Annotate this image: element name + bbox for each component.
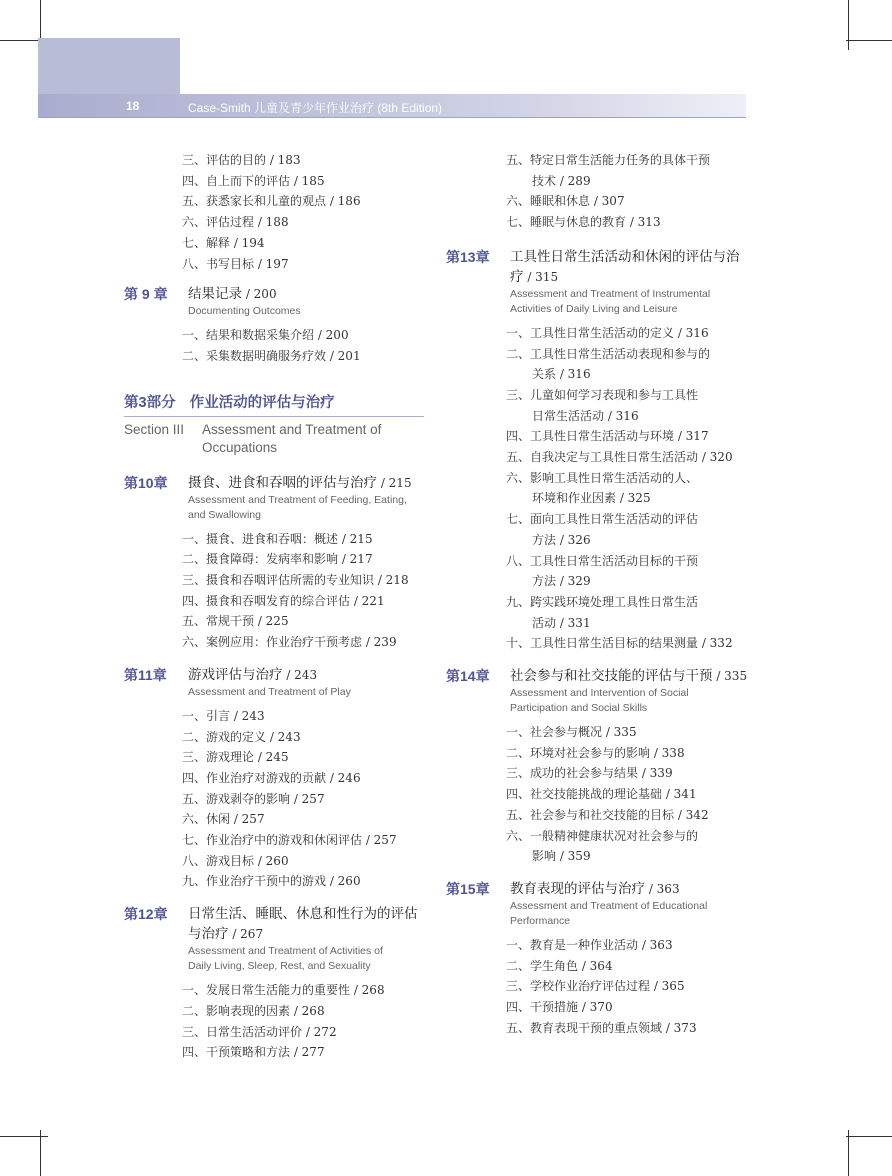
toc-item[interactable]: 一、摄食、进食和吞咽：概述 / 215 — [182, 531, 373, 546]
crop-mark — [848, 0, 849, 50]
toc-item-line: 七、面向工具性日常生活活动的评估 — [506, 512, 699, 527]
toc-item-line: 八、工具性日常生活活动目标的干预 — [506, 553, 699, 568]
toc-item-line: 四、干预措施 / 370 — [506, 1000, 613, 1015]
toc-item[interactable] — [446, 935, 756, 956]
toc-item-line: 四、工具性日常生活活动与环境 / 317 — [506, 429, 709, 444]
toc-item-line: 五、教育表现干预的重点领域 / 373 — [506, 1020, 697, 1035]
section-english-title: Assessment and Treatment of Occupations — [202, 421, 382, 455]
chapter-15 — [446, 879, 756, 1039]
toc-item[interactable] — [446, 592, 756, 633]
toc-item[interactable]: 七、解释 / 194 — [182, 235, 265, 250]
toc-item-line: 一、工具性日常生活活动的定义 / 316 — [506, 325, 709, 340]
toc-item[interactable] — [446, 633, 756, 654]
chapter-12 — [124, 904, 424, 1063]
chapter-english-title: Assessment and Treatment of Play — [188, 685, 351, 698]
toc-left-column — [124, 150, 424, 1063]
toc-item-line: 三、成功的社会参与结果 / 339 — [506, 766, 673, 781]
toc-item[interactable]: 五、游戏剥夺的影响 / 257 — [182, 791, 325, 806]
chapter-page: / 243 — [282, 667, 318, 682]
toc-item-line: 六、影响工具性日常生活活动的人、 — [506, 470, 699, 485]
toc-item[interactable] — [446, 722, 756, 743]
toc-item-continuation: 日常生活活动 / 316 — [532, 408, 639, 423]
toc-item[interactable]: 四、作业治疗对游戏的贡献 / 246 — [182, 770, 361, 785]
toc-item[interactable] — [446, 826, 756, 867]
toc-item-list — [124, 150, 424, 274]
toc-item[interactable] — [446, 551, 756, 592]
toc-item[interactable]: 一、结果和数据采集介绍 / 200 — [182, 328, 349, 343]
chapter-english-title: Assessment and Intervention of Social Participation and Social Skills — [510, 687, 689, 715]
chapter-title-text: 游戏评估与治疗 — [188, 666, 283, 682]
chapter-number: 第10章 — [124, 474, 168, 491]
toc-item-line: 九、跨实践环境处理工具性日常生活 — [506, 594, 699, 609]
toc-item[interactable]: 三、摄食和吞咽评估所需的专业知识 / 218 — [182, 573, 409, 588]
toc-item[interactable] — [446, 784, 756, 805]
toc-item-line: 五、自我决定与工具性日常生活活动 / 320 — [506, 450, 733, 465]
toc-item[interactable] — [446, 956, 756, 977]
toc-item-line: 四、社交技能挑战的理论基础 / 341 — [506, 787, 697, 802]
toc-item[interactable] — [446, 212, 756, 233]
toc-item-continuation: 影响 / 359 — [532, 849, 591, 864]
toc-item[interactable] — [446, 150, 756, 191]
toc-item-line: 五、特定日常生活能力任务的具体干预 — [506, 153, 711, 167]
chapter-page: / 200 — [242, 287, 277, 302]
toc-item-list — [446, 150, 756, 233]
section-number: 第3部分 — [124, 394, 176, 411]
toc-item-line: 五、社会参与和社交技能的目标 / 342 — [506, 807, 709, 822]
section-3-header — [124, 391, 424, 457]
chapter-title-text: 教育表现的评估与治疗 — [510, 880, 645, 896]
section-title-text: 作业活动的评估与治疗 — [189, 394, 335, 411]
section-title — [124, 391, 424, 417]
chapter-number: 第15章 — [446, 880, 490, 897]
toc-item-continuation: 方法 / 329 — [532, 574, 591, 589]
chapter-title[interactable] — [188, 473, 412, 493]
running-title: Case-Smith 儿童及青少年作业治疗 (8th Edition) — [188, 101, 443, 115]
chapter-english-title: Assessment and Treatment of Activities of Daily Living, Sleep, Rest, and Sexuality — [188, 945, 383, 973]
toc-item[interactable] — [446, 1018, 756, 1039]
toc-item[interactable] — [446, 763, 756, 784]
toc-item-line: 一、教育是一种作业活动 / 363 — [506, 937, 673, 952]
toc-item[interactable] — [446, 976, 756, 997]
toc-item-line: 三、儿童如何学习表现和参与工具性 — [506, 387, 699, 402]
toc-item[interactable]: 三、评估的目的 / 183 — [182, 153, 301, 167]
toc-item[interactable] — [446, 323, 756, 344]
chapter-page: / 215 — [377, 475, 412, 490]
toc-item-line: 六、睡眠和休息 / 307 — [506, 194, 625, 209]
toc-item[interactable] — [446, 426, 756, 447]
crop-mark — [846, 40, 892, 41]
toc-item[interactable]: 九、作业治疗干预中的游戏 / 260 — [182, 874, 361, 889]
toc-item-continuation: 技术 / 289 — [532, 173, 591, 188]
header-rule — [38, 117, 746, 118]
toc-item[interactable] — [446, 509, 756, 550]
chapter-11 — [124, 665, 424, 892]
chapter-english-title: Assessment and Treatment of Educational Performance — [510, 899, 708, 927]
chapter-title[interactable] — [510, 666, 747, 686]
toc-item[interactable]: 三、日常生活活动评价 / 272 — [182, 1024, 337, 1039]
toc-item[interactable]: 六、评估过程 / 188 — [182, 215, 289, 230]
chapter-title[interactable] — [510, 879, 680, 899]
toc-item-line: 三、学校作业治疗评估过程 / 365 — [506, 979, 685, 994]
toc-item-continuation: 关系 / 316 — [532, 367, 591, 382]
toc-item[interactable]: 七、作业治疗中的游戏和休闲评估 / 257 — [182, 833, 397, 848]
crop-mark — [0, 1136, 48, 1137]
toc-item[interactable]: 四、自上而下的评估 / 185 — [182, 173, 325, 188]
chapter-title[interactable] — [188, 284, 277, 304]
chapter-number: 第11章 — [124, 666, 167, 683]
chapter-title-text: 工具性日常生活活动和休闲的评估与治疗 — [510, 248, 740, 284]
toc-item[interactable] — [446, 805, 756, 826]
crop-mark — [846, 1136, 892, 1137]
chapter-number: 第12章 — [124, 906, 168, 923]
chapter-13 — [446, 247, 756, 654]
toc-item[interactable]: 二、影响表现的因素 / 268 — [182, 1003, 325, 1018]
chapter-title[interactable] — [188, 665, 317, 685]
toc-item[interactable] — [446, 997, 756, 1018]
chapter-page: / 335 — [712, 669, 748, 684]
chapter-title[interactable] — [510, 247, 750, 287]
toc-item[interactable]: 六、休闲 / 257 — [182, 812, 265, 827]
toc-item[interactable] — [446, 447, 756, 468]
toc-item[interactable] — [446, 468, 756, 509]
toc-item-line: 二、环境对社会参与的影响 / 338 — [506, 745, 685, 760]
chapter-10 — [124, 473, 424, 653]
toc-item[interactable]: 五、获悉家长和儿童的观点 / 186 — [182, 194, 361, 209]
toc-item-continuation: 活动 / 331 — [532, 615, 591, 630]
toc-item-line: 二、工具性日常生活活动表现和参与的 — [506, 346, 711, 361]
toc-item[interactable]: 二、游戏的定义 / 243 — [182, 729, 301, 744]
chapter-page: / 315 — [523, 269, 559, 284]
toc-item-line: 二、学生角色 / 364 — [506, 958, 613, 973]
toc-item[interactable] — [446, 743, 756, 764]
toc-right-column — [446, 150, 756, 1039]
toc-item-line: 七、睡眠与休息的教育 / 313 — [506, 215, 661, 230]
section-english-number: Section III — [124, 421, 185, 437]
chapter-title-text: 日常生活、睡眠、休息和性行为的评估与治疗 — [188, 906, 418, 942]
toc-item-continuation: 环境和作业因素 / 325 — [532, 491, 651, 506]
chapter-number: 第 9 章 — [124, 286, 168, 303]
chapter-english-title: Assessment and Treatment of Feeding, Eating, and Swallowing — [188, 493, 407, 521]
toc-item[interactable]: 八、游戏目标 / 260 — [182, 853, 289, 868]
toc-item[interactable]: 六、案例应用：作业治疗干预考虑 / 239 — [182, 635, 397, 650]
page-number: 18 — [126, 99, 140, 113]
toc-item[interactable]: 三、游戏理论 / 245 — [182, 750, 289, 765]
toc-item[interactable]: 五、常规干预 / 225 — [182, 614, 289, 629]
toc-item-line: 六、一般精神健康状况对社会参与的 — [506, 828, 699, 843]
chapter-9 — [124, 284, 424, 366]
chapter-page: / 267 — [228, 927, 264, 942]
toc-item[interactable]: 二、采集数据明确服务疗效 / 201 — [182, 348, 361, 363]
chapter-number: 第14章 — [446, 668, 490, 685]
toc-item[interactable]: 二、摄食障碍：发病率和影响 / 217 — [182, 552, 373, 567]
toc-item[interactable] — [446, 344, 756, 385]
chapter-english-title: Documenting Outcomes — [188, 305, 301, 318]
chapter-title-text: 社会参与和社交技能的评估与干预 — [510, 668, 713, 684]
toc-item[interactable] — [446, 385, 756, 426]
toc-item[interactable]: 八、书写目标 / 197 — [182, 256, 289, 271]
toc-item-continuation: 方法 / 326 — [532, 532, 591, 547]
toc-item-line: 一、社会参与概况 / 335 — [506, 725, 637, 740]
chapter-title-text: 结果记录 — [188, 286, 242, 302]
chapter-title[interactable] — [188, 904, 424, 944]
chapter-english-title: Assessment and Treatment of Instrumental Activities of Daily Living and Leisure — [510, 287, 711, 315]
toc-item[interactable]: 一、引言 / 243 — [182, 708, 265, 723]
chapter-title-text: 摄食、进食和吞咽的评估与治疗 — [188, 474, 377, 490]
toc-item[interactable]: 一、发展日常生活能力的重要性 / 268 — [182, 983, 385, 998]
chapter-14 — [446, 666, 756, 867]
chapter-number: 第13章 — [446, 248, 490, 265]
toc-item[interactable]: 四、摄食和吞咽发育的综合评估 / 221 — [182, 593, 385, 608]
toc-item[interactable] — [446, 191, 756, 212]
toc-item[interactable]: 四、干预策略和方法 / 277 — [182, 1045, 325, 1060]
chapter-page: / 363 — [645, 881, 680, 896]
toc-item-line: 十、工具性日常生活目标的结果测量 / 332 — [506, 636, 733, 651]
